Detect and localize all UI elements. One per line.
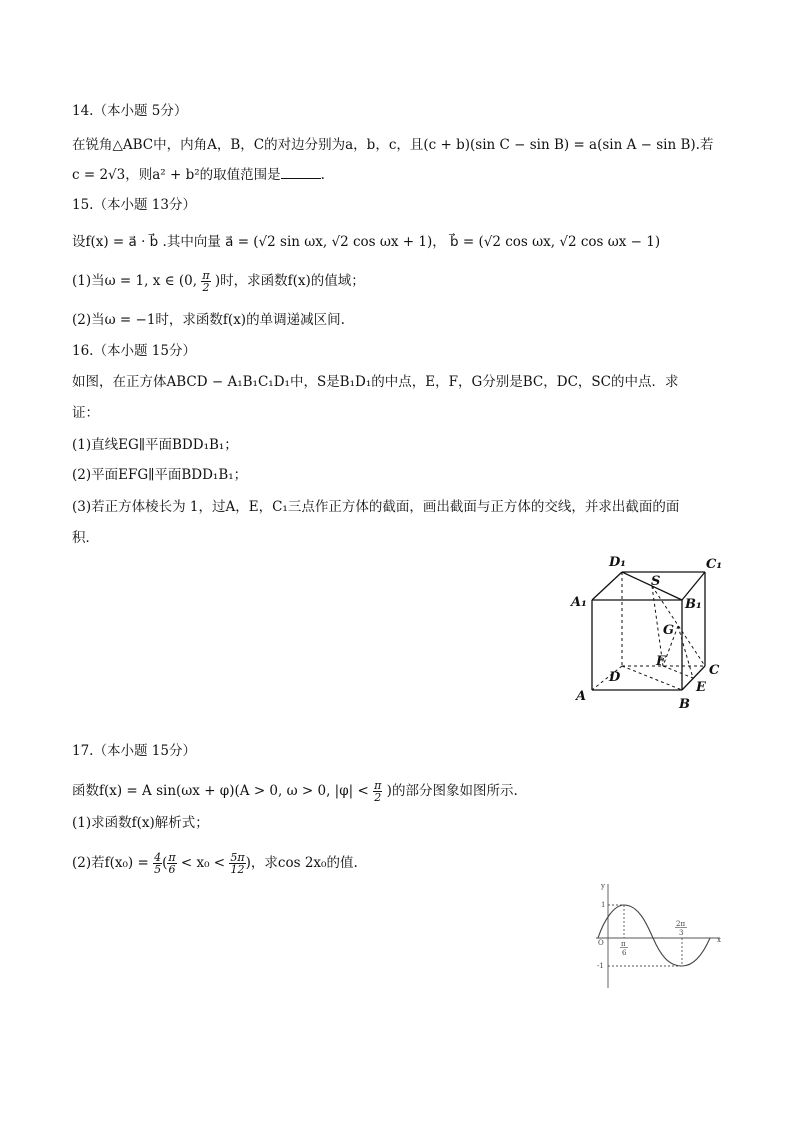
y-axis-label: y [601, 882, 605, 890]
q17-part2 [72, 852, 358, 875]
paren-open: ( [162, 855, 168, 871]
label-c1: C₁ [706, 557, 723, 572]
sine-graph [588, 878, 728, 994]
label-b1: B₁ [685, 597, 702, 612]
pi-over-2-fraction [373, 780, 382, 803]
q14-line2 [72, 166, 325, 184]
label-a: A [576, 689, 587, 704]
tick-2pi3-den: 3 [679, 929, 684, 937]
q17-part2-pre: (2)若f(x₀) = [72, 855, 149, 871]
q16-part2: (2)平面EFG∥平面BDD₁B₁； [72, 467, 248, 483]
answer-blank [281, 166, 321, 179]
q14-line1: 在锐角△ABC中，内角A，B，C的对边分别为a，b，c，且(c + b)(sin C − sin B) = a(sin A − sin B).若 [72, 137, 714, 153]
frac-den: 2 [202, 281, 210, 294]
q16-line1: 如图，在正方体ABCD − A₁B₁C₁D₁中，S是B₁D₁的中点，E，F，G分别是BC，DC，SC的中点．求 [72, 374, 679, 390]
tick-2pi3-num: 2π [676, 920, 686, 928]
q14-header: 14.（本小题 5分） [72, 103, 188, 119]
q15-line1: 设f(x) = a⃗ · b⃗ .其中向量 a⃗ = (√2 sin ωx, √2 cos ωx + 1)， b⃗ = (√2 cos ωx, √2 cos ωx − 1) [72, 234, 661, 250]
q17-part2-post: )，求cos 2x₀的值. [245, 855, 358, 871]
frac-num: 5π [230, 851, 245, 864]
label-g: G [663, 623, 675, 638]
label-d: D [609, 670, 621, 685]
q17-line1-post: )的部分图象如图所示. [386, 783, 518, 799]
origin-label: O [598, 939, 604, 947]
q16-part1: (1)直线EG∥平面BDD₁B₁； [72, 437, 238, 453]
frac-num: π [202, 269, 210, 282]
inequality-text: < x₀ < [180, 855, 226, 871]
five-pi-over-12-fraction [229, 852, 245, 875]
tick-neg-one: -1 [597, 962, 604, 970]
q15-part1-post: )时，求函数f(x)的值域； [214, 273, 365, 289]
q14-line2-text: c = 2√3，则a² + b²的取值范围是 [72, 167, 281, 183]
frac-num: 4 [154, 851, 162, 864]
label-d1: D₁ [609, 555, 626, 570]
x-axis-label: x [717, 936, 721, 944]
q15-header: 15.（本小题 13分） [72, 197, 196, 213]
label-b: B [679, 697, 690, 712]
q17-line1-pre: 函数f(x) = A sin(ωx + φ)(A > 0, ω > 0, |φ| < [72, 783, 369, 799]
q15-part2: (2)当ω = −1时，求函数f(x)的单调递减区间. [72, 312, 345, 328]
cube-figure [565, 550, 735, 715]
label-c: C [709, 663, 720, 678]
label-a1: A₁ [571, 595, 587, 610]
q15-part1 [72, 270, 365, 293]
label-f: F [656, 654, 666, 669]
sine-curve [598, 905, 710, 966]
frac-num: π [168, 851, 176, 864]
q17-header: 17.（本小题 15分） [72, 743, 196, 759]
tick-one: 1 [601, 901, 606, 909]
q16-line2: 证： [72, 405, 99, 421]
four-fifths-fraction [153, 852, 162, 875]
tick-pi6-num: π [621, 940, 626, 948]
q17-part1: (1)求函数f(x)解析式； [72, 815, 209, 831]
label-s: S [651, 574, 661, 589]
q16-part3a: (3)若正方体棱长为 1，过A，E，C₁三点作正方体的截面，画出截面与正方体的交线，并求出截面的面 [72, 499, 680, 515]
frac-den: 12 [230, 863, 245, 876]
frac-num: π [374, 779, 382, 792]
frac-den: 5 [154, 863, 162, 876]
q15-part1-pre: (1)当ω = 1, x ∈ (0, [72, 273, 198, 289]
q16-header: 16.（本小题 15分） [72, 343, 196, 359]
tick-pi6-den: 6 [622, 949, 627, 957]
frac-den: 2 [374, 791, 382, 804]
frac-den: 6 [168, 863, 176, 876]
label-e: E [696, 680, 706, 695]
q14-line2-end: . [320, 167, 325, 183]
q16-part3b: 积． [72, 530, 99, 546]
pi-over-2-fraction [201, 270, 210, 293]
q17-line1 [72, 780, 518, 803]
pi-over-6-fraction [167, 852, 176, 875]
